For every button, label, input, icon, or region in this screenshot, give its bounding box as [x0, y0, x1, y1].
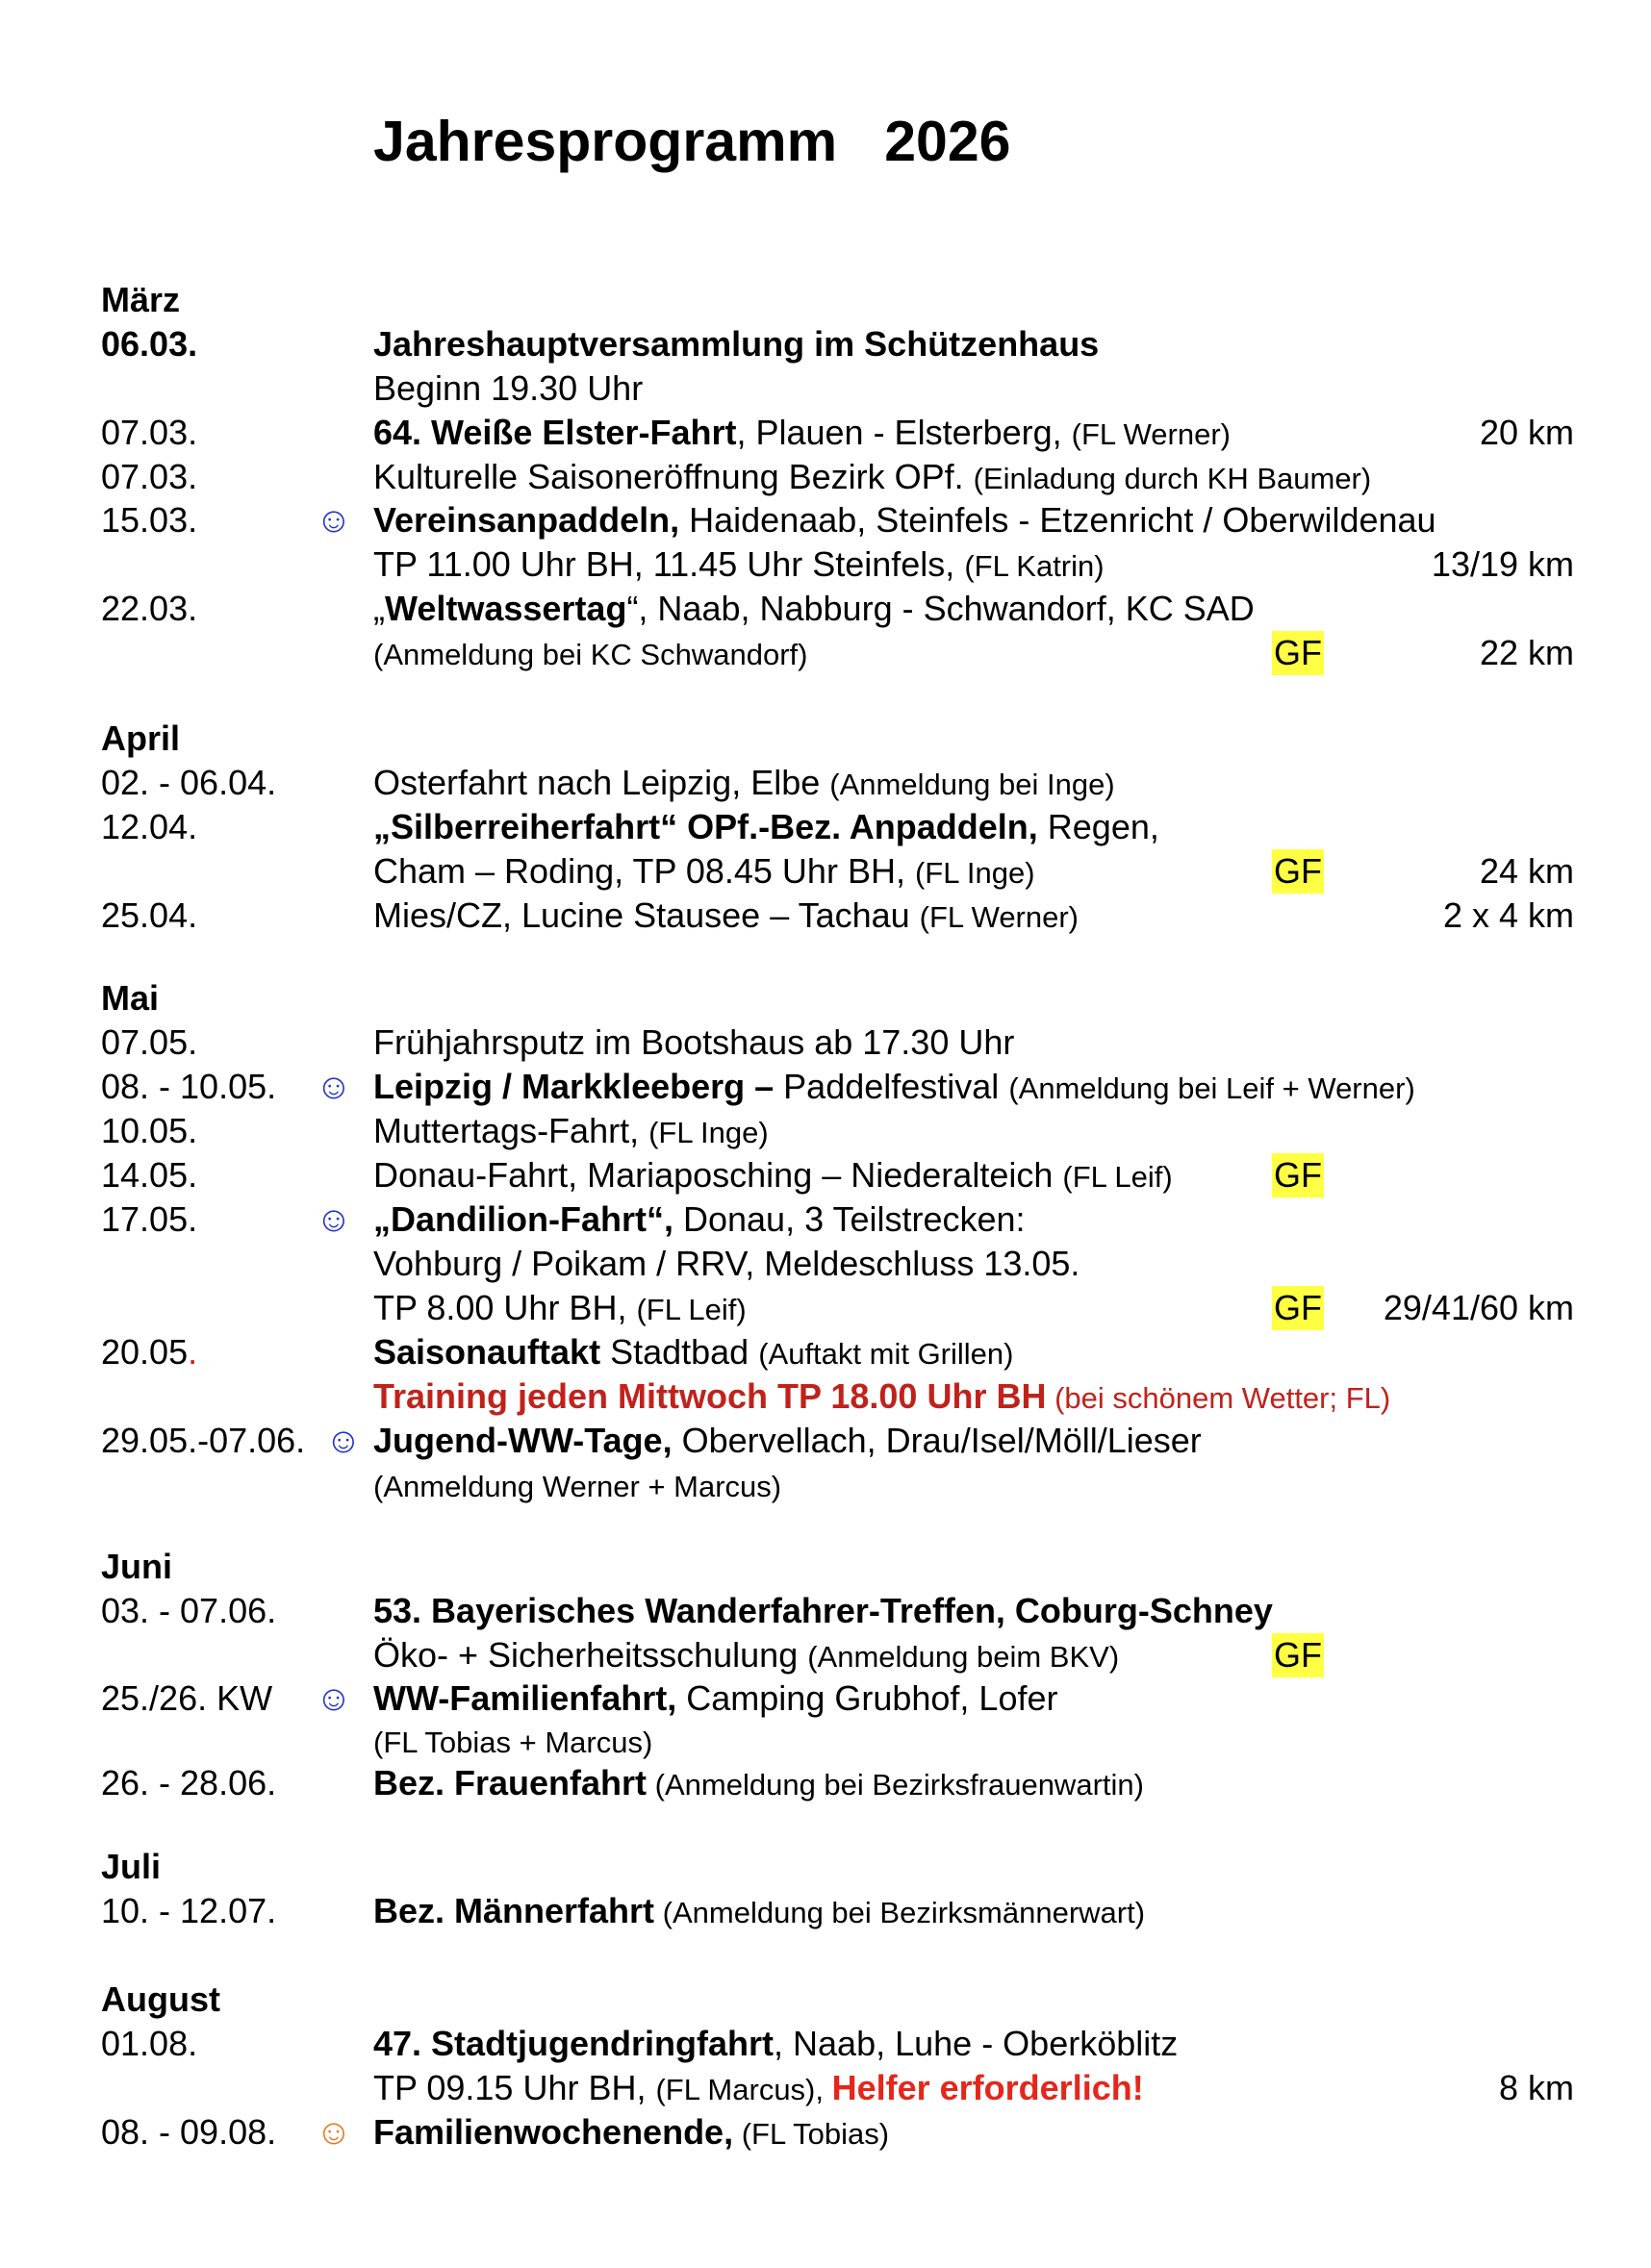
event-date: 08. - 10.05.	[101, 1067, 277, 1106]
event-detail	[373, 542, 1105, 589]
smiley-icon: ☺	[316, 1678, 352, 1718]
smiley-icon: ☺	[316, 1199, 352, 1239]
event-text: Regen,	[1037, 807, 1159, 846]
event-title: Leipzig / Markkleeberg –	[373, 1067, 775, 1106]
event-note: (FL Leif)	[636, 1293, 747, 1326]
event-date: 10. - 12.07.	[101, 1891, 277, 1930]
event-note: (Anmeldung beim BKV)	[807, 1640, 1120, 1674]
event-date: 03. - 07.06.	[101, 1591, 277, 1630]
event-date	[101, 1330, 197, 1374]
event-note: (Anmeldung bei Inge)	[829, 768, 1115, 801]
event-detail	[373, 849, 1035, 895]
event-description	[373, 1330, 1013, 1376]
event-text: , Plauen - Elsterberg,	[736, 413, 1072, 452]
event-date-text: 20.05	[101, 1332, 189, 1372]
event-date: 08. - 09.08.	[101, 2112, 277, 2152]
event-description	[373, 805, 1159, 849]
event-description	[373, 455, 1371, 501]
event-description	[373, 1197, 1026, 1242]
event-description	[373, 498, 1436, 542]
event-detail	[373, 1633, 1119, 1679]
event-text: Kulturelle Saisoneröffnung Bezirk OPf.	[373, 457, 974, 496]
event-note: (Anmeldung bei KC Schwandorf)	[373, 638, 808, 671]
month-heading-april: April	[101, 718, 181, 758]
event-date: 22.03.	[101, 589, 198, 628]
month-heading-august: August	[101, 1979, 220, 2019]
event-date: 17.05.	[101, 1199, 198, 1239]
event-description	[373, 587, 1255, 631]
event-description	[373, 1153, 1173, 1199]
event-text: Stadtbad	[600, 1332, 759, 1372]
event-description	[373, 411, 1231, 457]
event-note: (FL Werner)	[919, 900, 1080, 934]
event-description	[373, 1761, 1144, 1807]
event-description	[373, 1676, 1057, 1721]
event-date: 12.04.	[101, 807, 198, 846]
event-text: TP 8.00 Uhr BH,	[373, 1288, 637, 1327]
event-date: 26. - 28.06.	[101, 1763, 277, 1802]
event-note: (FL Inge)	[914, 856, 1035, 890]
month-heading-juli: Juli	[101, 1847, 162, 1886]
smiley-icon: ☺	[316, 1067, 352, 1106]
event-date: 07.05.	[101, 1022, 198, 1062]
gf-badge: GF	[1272, 631, 1324, 675]
event-note: (Anmeldung bei Bezirksmännerwart)	[654, 1896, 1146, 1929]
event-text: Haidenaab, Steinfels - Etzenricht / Oberwildenau	[679, 500, 1436, 540]
event-note: (Auftakt mit Grillen)	[758, 1337, 1014, 1371]
event-title: Jugend-WW-Tage,	[373, 1421, 673, 1460]
event-date: 07.03.	[101, 457, 198, 496]
event-distance: 2 x 4 km	[1442, 895, 1574, 935]
event-title: „Dandilion-Fahrt“,	[373, 1199, 673, 1239]
event-detail	[373, 2066, 1144, 2112]
smiley-icon: ☺	[316, 500, 352, 540]
helper-alert: Helfer erforderlich!	[831, 2068, 1144, 2107]
event-title: 47. Stadtjugendringfahrt	[373, 2024, 775, 2063]
event-description	[373, 2022, 1178, 2066]
event-note: (FL Katrin)	[964, 549, 1105, 583]
event-date: 29.05.-07.06.	[101, 1421, 306, 1460]
event-text: Osterfahrt nach Leipzig, Elbe	[373, 763, 830, 802]
event-text: TP 11.00 Uhr BH, 11.45 Uhr Steinfels,	[373, 544, 965, 584]
event-text: Obervellach, Drau/Isel/Möll/Lieser	[672, 1421, 1202, 1460]
training-title: Training jeden Mittwoch TP 18.00 Uhr BH	[373, 1376, 1047, 1416]
event-text: TP 09.15 Uhr BH,	[373, 2068, 656, 2107]
event-detail	[373, 631, 807, 677]
event-date: 06.03.	[101, 324, 198, 364]
event-text: , Naab, Luhe - Oberköblitz	[774, 2024, 1179, 2063]
event-note: (Einladung durch KH Baumer)	[973, 462, 1372, 495]
event-date: 02. - 06.04.	[101, 763, 277, 802]
event-text: Muttertags-Fahrt,	[373, 1111, 649, 1150]
event-note: (FL Inge)	[648, 1116, 769, 1149]
event-detail	[373, 1719, 652, 1765]
event-text: Cham – Roding, TP 08.45 Uhr BH,	[373, 851, 915, 891]
event-date-dot: .	[188, 1332, 198, 1372]
event-description	[373, 761, 1115, 807]
event-note: (Anmeldung bei Leif + Werner)	[1008, 1071, 1415, 1105]
gf-badge: GF	[1272, 1633, 1324, 1677]
smiley-icon: ☺	[325, 1421, 362, 1460]
event-title: WW-Familienfahrt,	[373, 1678, 677, 1718]
gf-badge: GF	[1272, 1153, 1324, 1197]
event-note: (Anmeldung Werner + Marcus)	[373, 1470, 782, 1503]
event-distance: 20 km	[1479, 413, 1574, 452]
event-description	[373, 1065, 1415, 1111]
event-text: Donau, 3 Teilstrecken:	[673, 1199, 1026, 1239]
event-note: (Anmeldung bei Bezirksfrauenwartin)	[647, 1768, 1144, 1802]
event-distance: 13/19 km	[1431, 544, 1574, 584]
event-description	[373, 1889, 1145, 1935]
month-heading-juni: Juni	[101, 1547, 173, 1586]
event-title: 53. Bayerisches Wanderfahrer-Treffen, Coburg-Schney	[373, 1591, 1273, 1630]
training-notice	[373, 1374, 1390, 1421]
event-text: „	[373, 589, 385, 628]
page-title: Jahresprogramm 2026	[373, 110, 1011, 173]
event-note: (FL Tobias)	[733, 2117, 890, 2151]
event-description	[373, 1419, 1202, 1463]
event-text: “, Naab, Nabburg - Schwandorf, KC SAD	[626, 589, 1255, 628]
event-description	[373, 894, 1079, 940]
event-description: Frühjahrsputz im Bootshaus ab 17.30 Uhr	[373, 1022, 1015, 1062]
event-title: Bez. Frauenfahrt	[373, 1763, 648, 1802]
event-title: Familienwochenende,	[373, 2112, 734, 2152]
event-detail: Beginn 19.30 Uhr	[373, 368, 644, 408]
event-text: Paddelfestival	[774, 1067, 1009, 1106]
event-description	[373, 2110, 889, 2156]
event-title: Jahreshauptversammlung im Schützenhaus	[373, 324, 1100, 364]
event-note: (FL Marcus),	[655, 2073, 832, 2106]
event-detail: Vohburg / Poikam / RRV, Meldeschluss 13.05.	[373, 1244, 1080, 1283]
event-text: Camping Grubhof, Lofer	[676, 1678, 1058, 1718]
event-note: (FL Leif)	[1062, 1160, 1173, 1194]
event-date: 14.05.	[101, 1155, 198, 1195]
event-distance: 24 km	[1479, 851, 1574, 891]
event-text: Donau-Fahrt, Mariaposching – Niederalteich	[373, 1155, 1063, 1195]
event-date: 15.03.	[101, 500, 198, 540]
event-date: 01.08.	[101, 2024, 198, 2063]
event-note: (FL Tobias + Marcus)	[373, 1726, 653, 1759]
event-distance: 22 km	[1479, 633, 1574, 672]
event-detail	[373, 1463, 781, 1509]
month-heading-maerz: März	[101, 280, 181, 319]
event-date: 07.03.	[101, 413, 198, 452]
event-title: Vereinsanpaddeln,	[373, 500, 680, 540]
event-distance: 29/41/60 km	[1383, 1288, 1574, 1327]
event-title: „Silberreiherfahrt“ OPf.-Bez. Anpaddeln,	[373, 807, 1038, 846]
event-detail	[373, 1286, 747, 1332]
event-description	[373, 1109, 769, 1155]
gf-badge: GF	[1272, 849, 1324, 894]
event-text: Öko- + Sicherheitsschulung	[373, 1635, 808, 1675]
event-text: Mies/CZ, Lucine Stausee – Tachau	[373, 895, 920, 935]
event-title: Bez. Männerfahrt	[373, 1891, 655, 1930]
month-heading-mai: Mai	[101, 978, 160, 1018]
training-note: (bei schönem Wetter; FL)	[1046, 1381, 1391, 1415]
event-description	[373, 322, 1099, 366]
event-date: 25./26. KW	[101, 1678, 273, 1718]
event-description	[373, 1589, 1273, 1633]
smiley-icon: ☺	[316, 2112, 352, 2152]
event-note: (FL Werner)	[1071, 417, 1231, 451]
gf-badge: GF	[1272, 1286, 1324, 1330]
event-distance: 8 km	[1498, 2068, 1574, 2107]
event-title: Weltwassertag	[385, 589, 627, 628]
event-date: 10.05.	[101, 1111, 198, 1150]
event-date: 25.04.	[101, 895, 198, 935]
event-title: 64. Weiße Elster-Fahrt	[373, 413, 737, 452]
event-title: Saisonauftakt	[373, 1332, 601, 1372]
